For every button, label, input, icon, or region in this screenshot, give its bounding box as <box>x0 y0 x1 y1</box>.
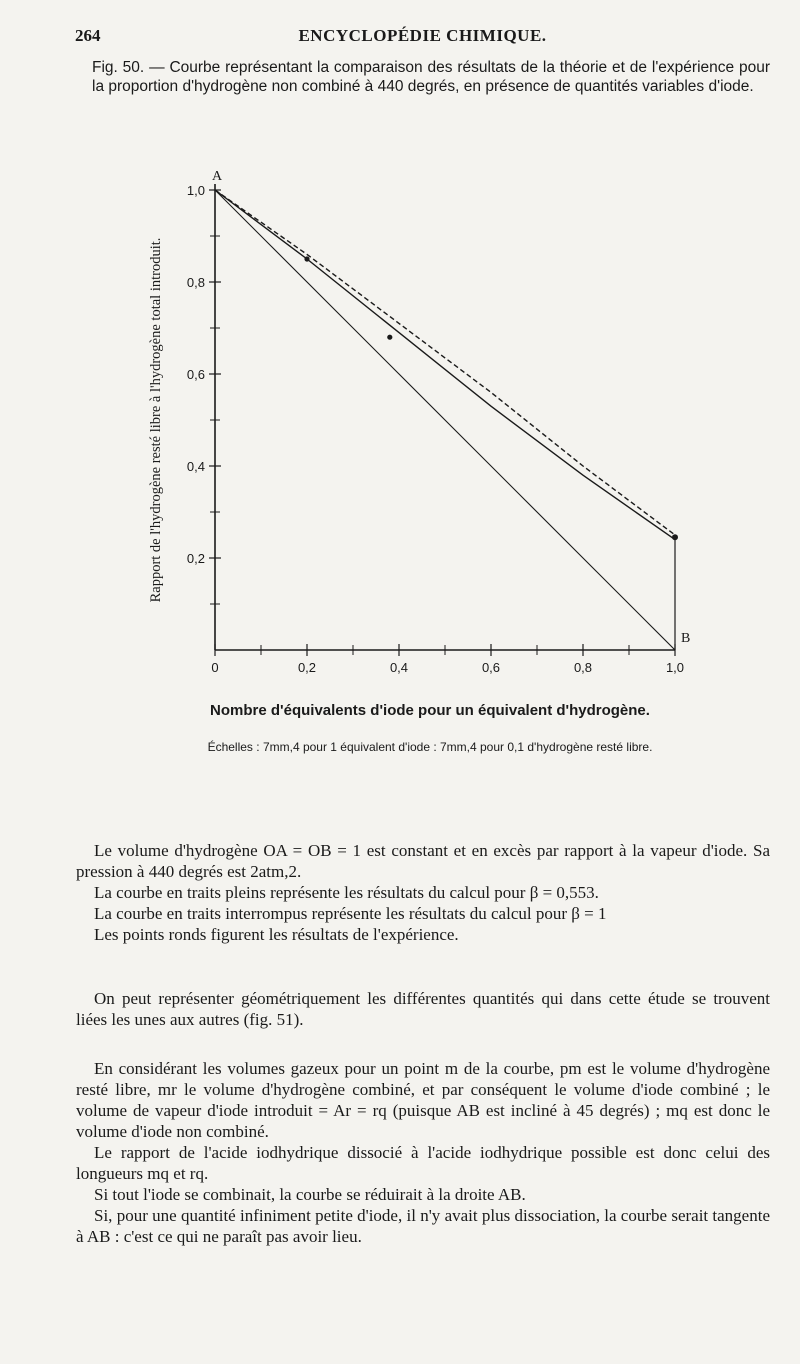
experiment-point <box>387 335 392 340</box>
paragraph: Le rapport de l'acide iodhydrique dissocié à l'acide iodhydrique possible est donc celui des longueurs mq et rq. <box>76 1143 770 1183</box>
point-label-b: B <box>681 631 691 646</box>
curve-end-point <box>672 534 678 540</box>
paragraph: Si, pour une quantité infiniment petite d'iode, il n'y avait plus dissociation, la courbe serait tangente à AB : c'est ce qui ne paraît pas avoir lieu. <box>76 1206 770 1246</box>
paragraph-block-3 <box>76 1058 770 1247</box>
line-ab <box>215 190 675 650</box>
paragraph: Le volume d'hydrogène OA = OB = 1 est constant et en excès par rapport à la vapeur d'iode. Sa pression à 440 degrés est 2atm,2. <box>76 841 770 881</box>
y-tick-label: 0,8 <box>186 275 205 290</box>
figure-label: Fig. 50. <box>92 59 145 76</box>
y-tick-label: 0,2 <box>186 551 205 566</box>
x-tick-label: 0,2 <box>297 660 317 675</box>
paragraph: Les points ronds figurent les résultats de l'expérience. <box>94 925 459 944</box>
figure-caption-text: — Courbe représentant la comparaison des résultats de la théorie et de l'expérience pour la proportion d'hydrogène non combiné à 440 degrés, en présence de quantités variables d'iode. <box>92 59 770 95</box>
chart-svg <box>130 160 730 720</box>
x-tick-label: 0,8 <box>573 660 593 675</box>
x-axis-label: Nombre d'équivalents d'iode pour un équivalent d'hydrogène. <box>210 702 650 719</box>
experiment-point <box>304 256 309 261</box>
paragraph: La courbe en traits pleins représente les résultats du calcul pour β = 0,553. <box>94 883 599 902</box>
x-tick-label: 0 <box>211 660 219 675</box>
paragraph: Si tout l'iode se combinait, la courbe se réduirait à la droite AB. <box>94 1185 526 1204</box>
curve-solid <box>215 190 675 540</box>
paragraph: La courbe en traits interrompus représente les résultats du calcul pour β = 1 <box>94 904 607 923</box>
page-header <box>75 26 770 50</box>
scales-note: Échelles : 7mm,4 pour 1 équivalent d'iode : 7mm,4 pour 0,1 d'hydrogène resté libre. <box>207 740 653 754</box>
paragraph: On peut représenter géométriquement les différentes quantités qui dans cette étude se trouvent liées les unes aux autres (fig. 51). <box>76 989 770 1029</box>
x-tick-label: 1,0 <box>665 660 685 675</box>
y-tick-label: 0,4 <box>186 459 205 474</box>
paragraph-block-2 <box>76 988 770 1030</box>
page-number: 264 <box>75 26 101 45</box>
point-label-a: A <box>212 169 223 184</box>
figure-caption <box>92 58 770 96</box>
paragraph: En considérant les volumes gazeux pour un point m de la courbe, pm est le volume d'hydrogène resté libre, mr le volume d'hydrogène combiné, et par conséquent le volume d'iode combiné ; le volume de vapeur d'iode introduit = Ar = rq (puisque AB est incliné à 45 degrés) ; mq est donc le volume d'iode non combiné. <box>76 1059 770 1141</box>
x-tick-label: 0,6 <box>481 660 501 675</box>
y-tick-label: 0,6 <box>186 367 205 382</box>
figure-50-chart <box>130 160 730 720</box>
y-axis-label: Rapport de l'hydrogène resté libre à l'hydrogène total introduit. <box>148 237 164 603</box>
running-title: ENCYCLOPÉDIE CHIMIQUE. <box>298 26 547 45</box>
paragraph-block-1 <box>76 840 770 945</box>
y-tick-label: 1,0 <box>186 183 205 198</box>
x-tick-label: 0,4 <box>389 660 409 675</box>
